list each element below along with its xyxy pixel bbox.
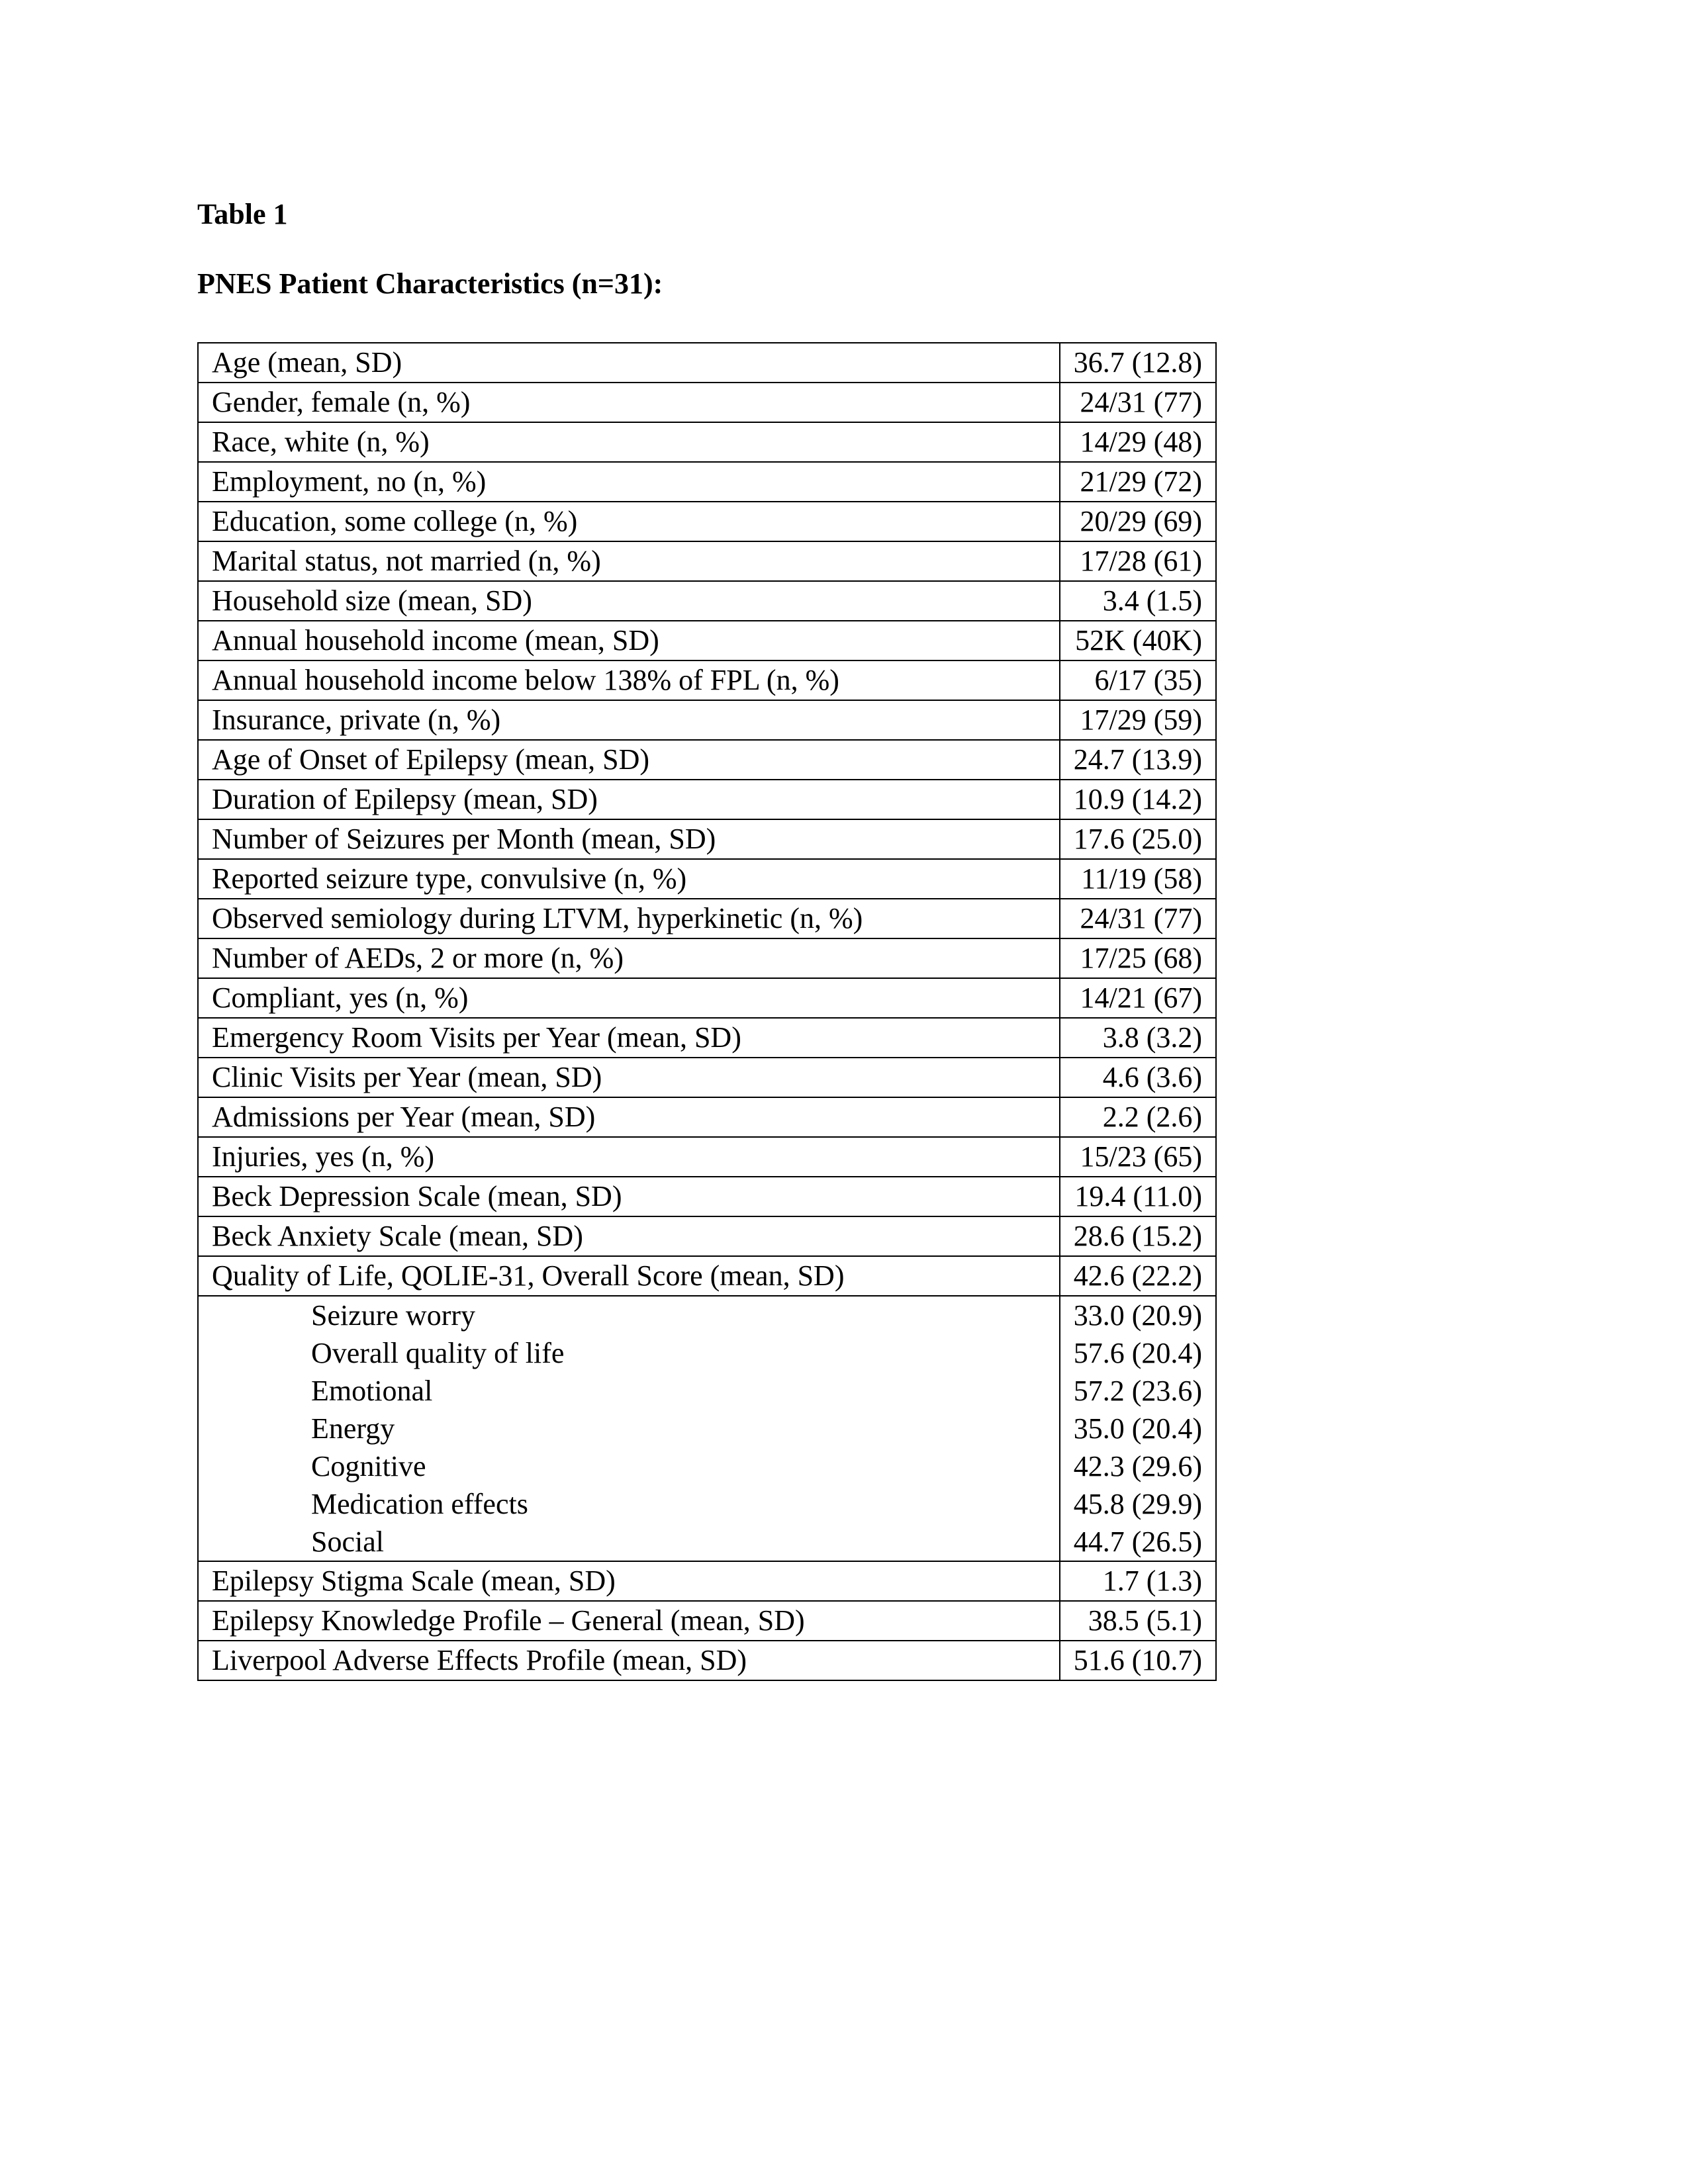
row-label: Admissions per Year (mean, SD) [198, 1097, 1060, 1137]
row-label: Emergency Room Visits per Year (mean, SD) [198, 1018, 1060, 1058]
row-value: 42.3 (29.6) [1060, 1447, 1216, 1485]
row-label: Number of AEDs, 2 or more (n, %) [198, 938, 1060, 978]
table-body [198, 343, 1216, 1680]
subscale-row [198, 1410, 1216, 1447]
row-label: Household size (mean, SD) [198, 581, 1060, 621]
row-label: Duration of Epilepsy (mean, SD) [198, 780, 1060, 819]
table-row [198, 343, 1216, 383]
row-value: 17/25 (68) [1060, 938, 1216, 978]
row-value: 28.6 (15.2) [1060, 1216, 1216, 1256]
row-value: 1.7 (1.3) [1060, 1561, 1216, 1601]
row-value: 2.2 (2.6) [1060, 1097, 1216, 1137]
row-value: 52K (40K) [1060, 621, 1216, 660]
table-row [198, 1601, 1216, 1641]
row-value: 17/29 (59) [1060, 700, 1216, 740]
table-row [198, 938, 1216, 978]
row-value: 45.8 (29.9) [1060, 1485, 1216, 1523]
row-value: 21/29 (72) [1060, 462, 1216, 502]
table-row [198, 899, 1216, 938]
table-row [198, 422, 1216, 462]
row-label: Clinic Visits per Year (mean, SD) [198, 1058, 1060, 1097]
row-label: Age of Onset of Epilepsy (mean, SD) [198, 740, 1060, 780]
row-label: Liverpool Adverse Effects Profile (mean, SD) [198, 1641, 1060, 1680]
row-label: Injuries, yes (n, %) [198, 1137, 1060, 1177]
table-row [198, 1058, 1216, 1097]
table-row [198, 1137, 1216, 1177]
table-row [198, 859, 1216, 899]
subscale-row [198, 1334, 1216, 1372]
table-row [198, 581, 1216, 621]
row-value: 3.8 (3.2) [1060, 1018, 1216, 1058]
row-value: 17.6 (25.0) [1060, 819, 1216, 859]
row-value: 20/29 (69) [1060, 502, 1216, 541]
row-label: Employment, no (n, %) [198, 462, 1060, 502]
table-row [198, 621, 1216, 660]
table-row [198, 978, 1216, 1018]
row-value: 10.9 (14.2) [1060, 780, 1216, 819]
row-value: 38.5 (5.1) [1060, 1601, 1216, 1641]
row-label: Annual household income below 138% of FPL (n, %) [198, 660, 1060, 700]
row-label: Education, some college (n, %) [198, 502, 1060, 541]
subscale-row [198, 1447, 1216, 1485]
table-row [198, 1177, 1216, 1216]
row-value: 19.4 (11.0) [1060, 1177, 1216, 1216]
table-row [198, 740, 1216, 780]
table-row [198, 819, 1216, 859]
row-value: 35.0 (20.4) [1060, 1410, 1216, 1447]
row-value: 57.2 (23.6) [1060, 1372, 1216, 1410]
row-label: Insurance, private (n, %) [198, 700, 1060, 740]
row-label: Cognitive [198, 1447, 1060, 1485]
row-value: 6/17 (35) [1060, 660, 1216, 700]
row-label: Compliant, yes (n, %) [198, 978, 1060, 1018]
row-value: 11/19 (58) [1060, 859, 1216, 899]
table-row [198, 541, 1216, 581]
row-label: Reported seizure type, convulsive (n, %) [198, 859, 1060, 899]
table-label: Table 1 [197, 198, 288, 230]
table-row [198, 502, 1216, 541]
row-label: Social [198, 1523, 1060, 1561]
row-value: 36.7 (12.8) [1060, 343, 1216, 383]
table-row [198, 383, 1216, 422]
row-label: Epilepsy Knowledge Profile – General (mean, SD) [198, 1601, 1060, 1641]
row-label: Energy [198, 1410, 1060, 1447]
table-row [198, 1018, 1216, 1058]
table-row [198, 1097, 1216, 1137]
table-caption: PNES Patient Characteristics (n=31): [197, 267, 663, 300]
row-value: 3.4 (1.5) [1060, 581, 1216, 621]
table-row [198, 1641, 1216, 1680]
table-row [198, 780, 1216, 819]
row-value: 24/31 (77) [1060, 899, 1216, 938]
row-label: Race, white (n, %) [198, 422, 1060, 462]
row-value: 4.6 (3.6) [1060, 1058, 1216, 1097]
table-row [198, 1256, 1216, 1296]
row-value: 57.6 (20.4) [1060, 1334, 1216, 1372]
row-label: Age (mean, SD) [198, 343, 1060, 383]
table-row [198, 700, 1216, 740]
row-label: Emotional [198, 1372, 1060, 1410]
row-value: 14/21 (67) [1060, 978, 1216, 1018]
row-label: Marital status, not married (n, %) [198, 541, 1060, 581]
row-label: Epilepsy Stigma Scale (mean, SD) [198, 1561, 1060, 1601]
row-value: 15/23 (65) [1060, 1137, 1216, 1177]
row-label: Overall quality of life [198, 1334, 1060, 1372]
row-value: 42.6 (22.2) [1060, 1256, 1216, 1296]
row-value: 14/29 (48) [1060, 422, 1216, 462]
subscale-row [198, 1296, 1216, 1334]
table-row [198, 462, 1216, 502]
row-value: 17/28 (61) [1060, 541, 1216, 581]
row-label: Annual household income (mean, SD) [198, 621, 1060, 660]
table-row [198, 1561, 1216, 1601]
row-label: Beck Depression Scale (mean, SD) [198, 1177, 1060, 1216]
row-label: Seizure worry [198, 1296, 1060, 1334]
row-value: 24/31 (77) [1060, 383, 1216, 422]
table-row [198, 1216, 1216, 1256]
subscale-row [198, 1372, 1216, 1410]
row-label: Quality of Life, QOLIE-31, Overall Score (mean, SD) [198, 1256, 1060, 1296]
row-value: 33.0 (20.9) [1060, 1296, 1216, 1334]
row-label: Gender, female (n, %) [198, 383, 1060, 422]
row-value: 44.7 (26.5) [1060, 1523, 1216, 1561]
row-label: Number of Seizures per Month (mean, SD) [198, 819, 1060, 859]
row-label: Medication effects [198, 1485, 1060, 1523]
subscale-row [198, 1523, 1216, 1561]
row-label: Observed semiology during LTVM, hyperkinetic (n, %) [198, 899, 1060, 938]
subscale-row [198, 1485, 1216, 1523]
row-label: Beck Anxiety Scale (mean, SD) [198, 1216, 1060, 1256]
patient-characteristics-table [197, 342, 1217, 1681]
row-value: 51.6 (10.7) [1060, 1641, 1216, 1680]
row-value: 24.7 (13.9) [1060, 740, 1216, 780]
table-row [198, 660, 1216, 700]
